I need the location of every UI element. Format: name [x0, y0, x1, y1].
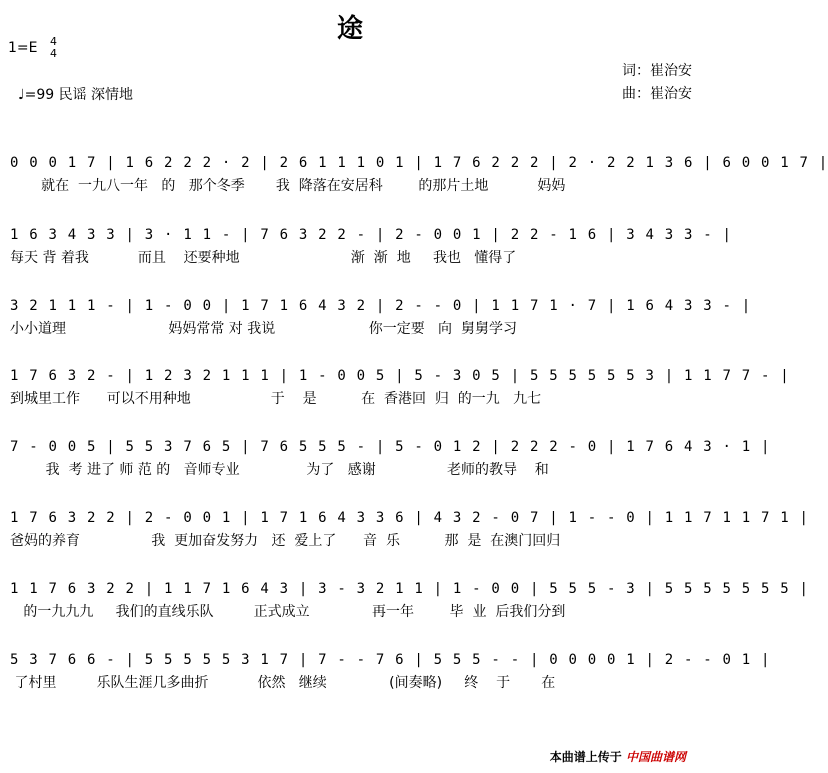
- notation-line: 0 0 0 1 7 | 1 6 2 2 2 · 2 | 2 6 1 1 1 0 1 | 1 7 6 2 2 2 | 2 · 2 2 1 3 6 | 6 0 0 1 7 |: [10, 155, 828, 171]
- credits: [622, 60, 692, 106]
- time-signature-denominator: 4: [50, 47, 57, 60]
- notation-line: 1 7 6 3 2 - | 1 2 3 2 1 1 1 | 1 - 0 0 5 | 5 - 3 0 5 | 5 5 5 5 5 5 3 | 1 1 7 7 - |: [10, 368, 790, 384]
- notation-line: 1 1 7 6 3 2 2 | 1 1 7 1 6 4 3 | 3 - 3 2 1 1 | 1 - 0 0 | 5 5 5 - 3 | 5 5 5 5 5 5 5 |: [10, 581, 810, 597]
- score-row-3: [0, 293, 752, 353]
- lyric-line: 每天 背 着我 而且 还要种地 渐 渐 地 我也 懂得了: [10, 250, 517, 266]
- key-signature: 1=E: [8, 40, 38, 56]
- footer-watermark: [550, 748, 686, 765]
- score-row-5: [0, 434, 771, 494]
- notation-line: 7 - 0 0 5 | 5 5 3 7 6 5 | 7 6 5 5 5 - | 5 - 0 1 2 | 2 2 2 - 0 | 1 7 6 4 3 · 1 |: [10, 439, 771, 455]
- score-row-7: [0, 576, 810, 636]
- notation-line: 5 3 7 6 6 - | 5 5 5 5 5 3 1 7 | 7 - - 7 6 | 5 5 5 - - | 0 0 0 0 1 | 2 - - 0 1 |: [10, 652, 771, 668]
- lyric-line: 了村里 乐队生涯几多曲折 依然 继续 (间奏略) 终 于 在: [10, 675, 556, 691]
- composer-credit: 曲：崔治安: [622, 86, 692, 102]
- lyric-line: 小小道理 妈妈常常 对 我说 你一定要 向 舅舅学习: [10, 321, 517, 337]
- notation-line: 3 2 1 1 1 - | 1 - 0 0 | 1 7 1 6 4 3 2 | 2 - - 0 | 1 1 7 1 · 7 | 1 6 4 3 3 - |: [10, 298, 752, 314]
- tempo-marking: ♩=99 民谣 深情地: [18, 87, 134, 103]
- score-row-8: [0, 647, 771, 707]
- site-logo-text: 中国曲谱网: [625, 750, 686, 764]
- score-row-4: [0, 363, 790, 423]
- time-signature-numerator: 4: [50, 35, 57, 48]
- lyric-line: 我 考 进了 师 范 的 音师专业 为了 感谢 老师的教导 和: [10, 462, 549, 478]
- notation-line: 1 7 6 3 2 2 | 2 - 0 0 1 | 1 7 1 6 4 3 3 6 | 4 3 2 - 0 7 | 1 - - 0 | 1 1 7 1 1 7 1 |: [10, 510, 810, 526]
- lyric-line: 爸妈的养育 我 更加奋发努力 还 爱上了 音 乐 那 是 在澳门回归: [10, 533, 561, 549]
- lyric-line: 就在 一九八一年 的 那个冬季 我 降落在安居科 的那片土地 妈妈: [10, 178, 566, 194]
- score-row-2: [0, 222, 733, 282]
- lyricist-credit: 词：崔治安: [622, 63, 692, 79]
- score-row-6: [0, 505, 810, 565]
- lyric-line: 到城里工作 可以不用种地 于 是 在 香港回 归 的一九 九七: [10, 391, 542, 407]
- notation-line: 1 6 3 4 3 3 | 3 · 1 1 - | 7 6 3 2 2 - | 2 - 0 0 1 | 2 2 - 1 6 | 3 4 3 3 - |: [10, 227, 733, 243]
- lyric-line: 的一九九九 我们的直线乐队 正式成立 再一年 毕 业 后我们分到: [10, 604, 566, 620]
- page-title: 途: [336, 14, 363, 44]
- footer-prefix: 本曲谱上传于: [549, 750, 622, 764]
- time-signature: [50, 36, 57, 60]
- score-row-1: [0, 150, 828, 210]
